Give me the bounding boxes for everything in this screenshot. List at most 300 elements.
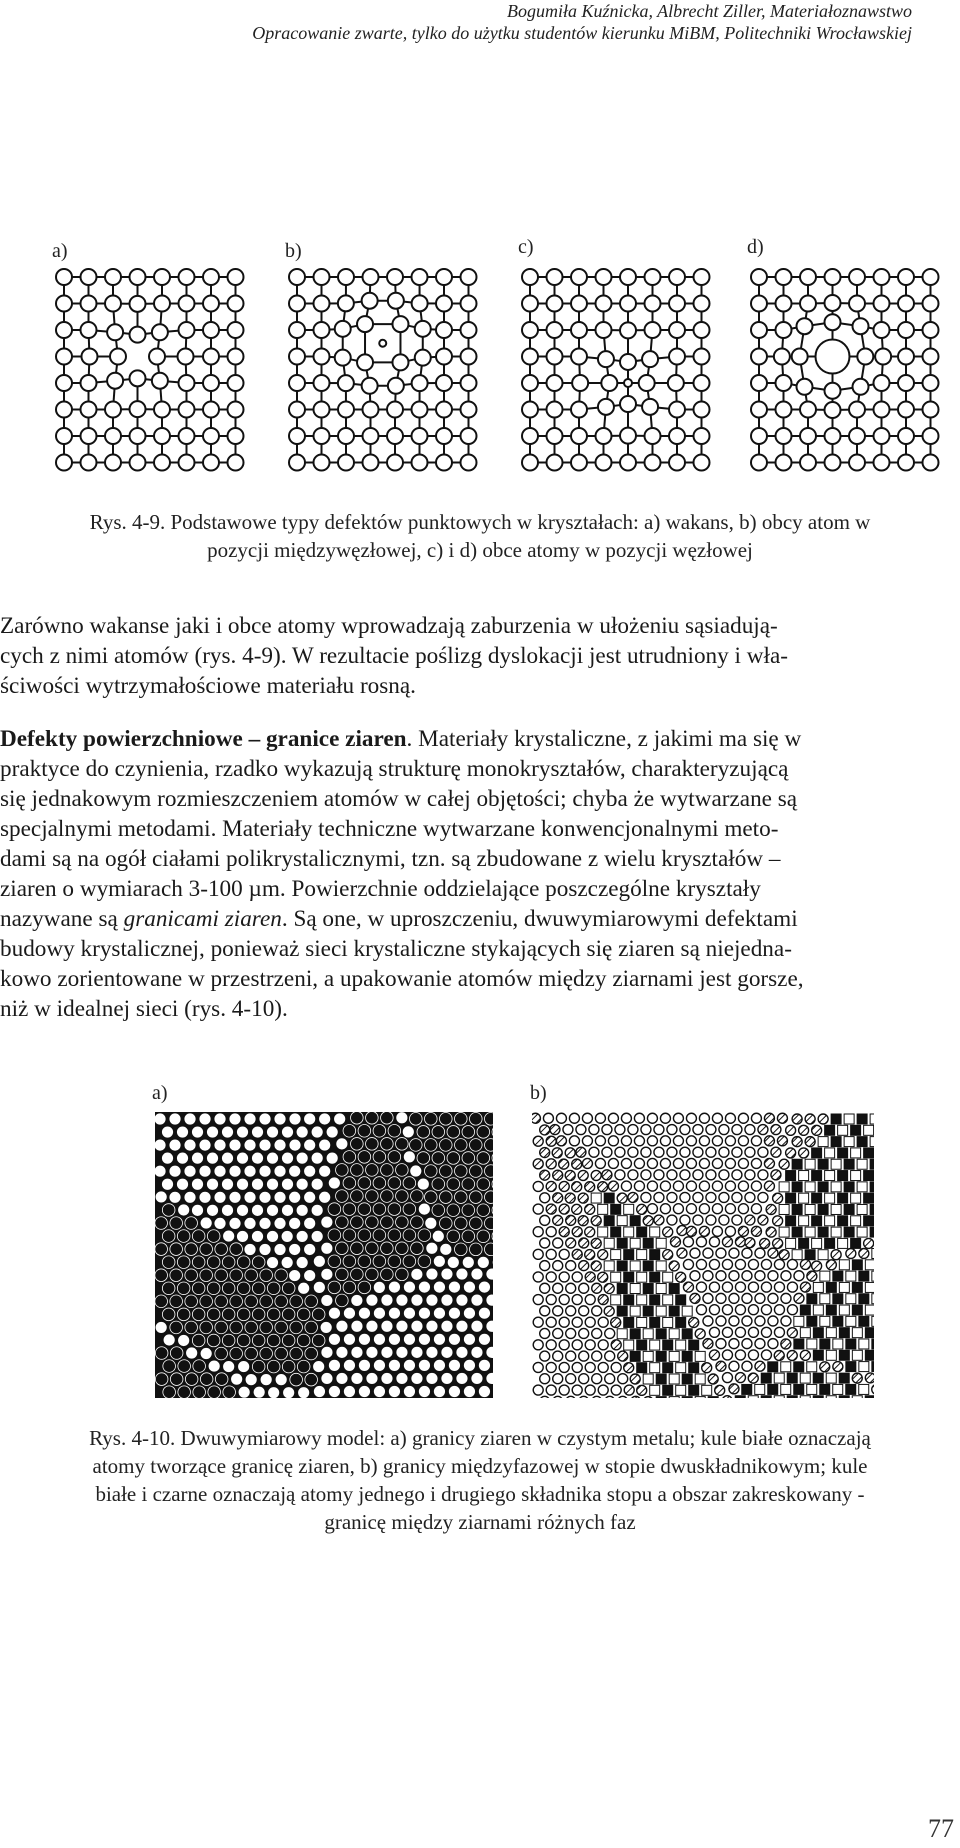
- atom: [522, 296, 538, 312]
- atom: [592, 1283, 602, 1293]
- atom: [289, 322, 305, 338]
- atom: [486, 1294, 493, 1307]
- atom: [222, 1256, 235, 1269]
- atom: [388, 1307, 401, 1320]
- atom: [312, 1360, 325, 1373]
- atom: [351, 1242, 364, 1255]
- atom: [812, 1193, 822, 1203]
- atom: [381, 1294, 394, 1307]
- atom: [833, 1294, 843, 1304]
- atom: [56, 428, 72, 444]
- atom: [709, 1305, 719, 1315]
- atom: [898, 322, 914, 338]
- atom: [290, 1347, 303, 1360]
- atom: [282, 1386, 295, 1398]
- atom: [540, 1125, 550, 1135]
- atom: [825, 455, 841, 471]
- atom: [177, 1308, 190, 1321]
- atom: [758, 1192, 768, 1202]
- atom: [642, 351, 658, 367]
- atom: [690, 1293, 700, 1303]
- atom: [424, 1113, 437, 1126]
- atom: [706, 1192, 716, 1202]
- atom: [839, 1328, 849, 1338]
- atom: [566, 1238, 576, 1248]
- atom: [605, 1351, 615, 1361]
- atom: [336, 1346, 349, 1359]
- atom: [409, 1165, 422, 1178]
- atom: [732, 1125, 742, 1135]
- atom: [813, 1373, 823, 1383]
- atom: [130, 455, 146, 471]
- atom: [617, 1193, 627, 1203]
- atom: [553, 1306, 563, 1316]
- atom: [799, 1216, 809, 1226]
- atom: [228, 402, 244, 418]
- atom: [805, 1204, 815, 1214]
- atom: [773, 1216, 783, 1226]
- atom: [630, 1351, 640, 1361]
- atom: [820, 1294, 830, 1304]
- atom: [771, 1170, 781, 1180]
- atom: [56, 455, 72, 471]
- atom: [660, 1158, 670, 1168]
- atom: [553, 1215, 563, 1225]
- atom: [484, 1217, 493, 1230]
- atom: [185, 1269, 198, 1282]
- atom: [313, 1385, 326, 1398]
- atom: [244, 1113, 257, 1126]
- atom: [799, 1148, 809, 1158]
- atom: [751, 269, 767, 285]
- atom: [699, 1181, 709, 1191]
- atom: [794, 1339, 804, 1349]
- atom: [540, 1283, 550, 1293]
- atom: [825, 269, 841, 285]
- atom: [851, 1125, 861, 1135]
- atom: [412, 455, 428, 471]
- atom: [199, 1139, 212, 1152]
- atom: [650, 1363, 660, 1373]
- atom: [923, 402, 939, 418]
- atom: [620, 296, 636, 312]
- atom: [813, 1305, 823, 1315]
- atom: [598, 1295, 608, 1305]
- atom: [396, 1112, 409, 1124]
- atom: [693, 1147, 703, 1157]
- atom: [699, 1226, 709, 1236]
- atom: [289, 402, 305, 418]
- atom: [343, 1359, 356, 1372]
- atom: [611, 1340, 621, 1350]
- atom: [237, 1256, 250, 1269]
- atom: [321, 1372, 334, 1385]
- atom: [403, 1255, 416, 1268]
- lattice-atoms: [289, 269, 477, 471]
- atom: [436, 375, 452, 391]
- lattice-atoms: [522, 269, 710, 471]
- atom: [105, 455, 121, 471]
- atom: [303, 1243, 316, 1256]
- term-grain-boundaries: granicami ziaren: [123, 906, 282, 932]
- atom: [818, 1250, 828, 1260]
- atom: [716, 1248, 726, 1258]
- atom: [838, 1193, 848, 1203]
- atom: [252, 1308, 265, 1321]
- atom: [859, 1271, 869, 1281]
- atom: [781, 1362, 791, 1372]
- atom: [559, 1385, 569, 1395]
- atom: [170, 1373, 183, 1386]
- atom: [637, 1272, 647, 1282]
- atom: [852, 1350, 862, 1360]
- atom: [192, 1308, 205, 1321]
- atom: [343, 1203, 356, 1216]
- atom: [363, 455, 379, 471]
- atom: [781, 1339, 791, 1349]
- atom: [611, 1362, 621, 1372]
- atom: [663, 1227, 673, 1237]
- atom: [432, 1230, 445, 1243]
- atom: [462, 1126, 475, 1139]
- atom: [237, 1308, 250, 1321]
- atom: [200, 1269, 213, 1282]
- atom: [755, 1293, 765, 1303]
- atom: [820, 1384, 830, 1394]
- atom: [553, 1261, 563, 1271]
- atom: [831, 1250, 841, 1260]
- atom: [699, 1158, 709, 1168]
- atom: [826, 1305, 836, 1315]
- atom: [200, 1217, 213, 1230]
- atom: [654, 1147, 664, 1157]
- atom: [200, 1347, 213, 1360]
- atom: [870, 1159, 874, 1169]
- atom: [865, 1396, 874, 1398]
- atom: [222, 1230, 235, 1243]
- atom: [357, 354, 373, 370]
- atom: [351, 1164, 364, 1177]
- atom: [751, 349, 767, 365]
- atom: [794, 1384, 804, 1394]
- atom: [923, 375, 939, 391]
- atom: [761, 1282, 771, 1292]
- atom: [415, 350, 431, 366]
- atom: [686, 1226, 696, 1236]
- atom: [630, 1306, 640, 1316]
- atom: [274, 1113, 287, 1126]
- atom: [314, 269, 330, 285]
- atom: [773, 1193, 783, 1203]
- atom: [630, 1284, 640, 1294]
- atom: [290, 1321, 303, 1334]
- atom: [865, 1282, 874, 1292]
- atom: [833, 1316, 843, 1326]
- atom: [839, 1350, 849, 1360]
- atom: [366, 1190, 379, 1203]
- atom: [266, 1230, 279, 1243]
- paragraph-grain-boundaries: [0, 724, 960, 1024]
- atom: [695, 1351, 705, 1361]
- atom: [236, 1204, 249, 1217]
- atom: [321, 1268, 334, 1281]
- atom: [547, 269, 563, 285]
- atom: [336, 1190, 349, 1203]
- atom: [742, 1339, 752, 1349]
- atom: [702, 1363, 712, 1373]
- atom: [155, 1139, 166, 1152]
- atom: [244, 1217, 257, 1230]
- atom: [774, 1259, 784, 1269]
- atom: [722, 1259, 732, 1269]
- atom: [696, 1237, 706, 1247]
- atom: [178, 1386, 191, 1398]
- atom: [779, 1182, 789, 1192]
- atom: [547, 349, 563, 365]
- atom: [620, 428, 636, 444]
- atom: [669, 1261, 679, 1271]
- atom: [774, 349, 790, 365]
- atom: [579, 1351, 589, 1361]
- atom: [373, 1124, 386, 1137]
- atom: [703, 1339, 713, 1349]
- atom: [844, 1182, 854, 1192]
- atom: [343, 1151, 356, 1164]
- atom: [572, 1182, 582, 1192]
- atom: [328, 1281, 341, 1294]
- atom: [221, 1204, 234, 1217]
- atom: [647, 1136, 657, 1146]
- atom: [630, 1329, 640, 1339]
- atom: [553, 1328, 563, 1338]
- atom: [221, 1152, 234, 1165]
- atom: [846, 1316, 856, 1326]
- atom: [851, 1148, 861, 1158]
- atom: [311, 1152, 324, 1165]
- atom: [366, 1372, 379, 1385]
- atom: [596, 269, 612, 285]
- atom: [343, 1255, 356, 1268]
- atom: [358, 1333, 371, 1346]
- atom: [722, 1282, 732, 1292]
- atom: [381, 1242, 394, 1255]
- atom: [656, 1238, 666, 1248]
- atom: [260, 1373, 273, 1386]
- atom: [162, 1308, 175, 1321]
- atom: [596, 322, 612, 338]
- fig-4-10-caption-line: białe i czarne oznaczają atomy jednego i drugiego składnika stopu a obszar zakreskowany -: [95, 1482, 865, 1506]
- foreign-atom: [624, 379, 632, 387]
- atom: [267, 1308, 280, 1321]
- atom: [669, 1306, 679, 1316]
- atom: [604, 1238, 614, 1248]
- paragraph2-line: praktyce do czynienia, rzadko wykazują strukturę monokryształów, charakteryzującą: [0, 756, 789, 782]
- atom: [388, 1255, 401, 1268]
- atom: [392, 316, 408, 332]
- atom: [602, 1170, 612, 1180]
- atom: [864, 1125, 874, 1135]
- atom: [387, 402, 403, 418]
- atom: [766, 1204, 776, 1214]
- atom: [311, 1178, 324, 1191]
- atom: [110, 349, 126, 365]
- atom: [179, 455, 195, 471]
- atom: [825, 1171, 835, 1181]
- atom: [275, 1321, 288, 1334]
- atom: [533, 1295, 543, 1305]
- atom: [611, 1385, 621, 1395]
- atom: [154, 269, 170, 285]
- fig-4-10-caption-line: granicę między ziarnami różnych faz: [324, 1510, 636, 1534]
- atom: [849, 296, 865, 312]
- atom: [898, 455, 914, 471]
- atom: [792, 1227, 802, 1237]
- atom: [738, 1113, 748, 1123]
- fig-4-9-caption: [10, 508, 950, 564]
- atom: [598, 1385, 608, 1395]
- atom: [163, 1334, 176, 1347]
- atom: [820, 1339, 830, 1349]
- atom: [786, 1216, 796, 1226]
- atom: [415, 321, 431, 337]
- atom: [602, 1147, 612, 1157]
- atom: [923, 428, 939, 444]
- atom: [787, 1328, 797, 1338]
- paragraph1-line: cych z nimi atomów (rys. 4-9). W rezultacie poślizg dyslokacji jest utrudniony i wła-: [0, 643, 788, 669]
- atom: [650, 1227, 660, 1237]
- atom: [751, 455, 767, 471]
- atom: [572, 1159, 582, 1169]
- atom: [592, 1351, 602, 1361]
- atom: [540, 1351, 550, 1361]
- atom: [388, 1333, 401, 1346]
- atom: [559, 1362, 569, 1372]
- atom: [469, 1243, 482, 1256]
- atom: [177, 1204, 190, 1217]
- atom: [799, 1125, 809, 1135]
- atom: [105, 428, 121, 444]
- atom: [320, 1321, 333, 1334]
- atom: [598, 399, 614, 415]
- atom: [857, 1204, 867, 1214]
- atom: [296, 1152, 309, 1165]
- atom: [585, 1385, 595, 1395]
- atom: [857, 1227, 867, 1237]
- atom: [396, 1372, 409, 1385]
- atom: [130, 370, 146, 386]
- atom: [274, 1243, 287, 1256]
- atom: [396, 1138, 409, 1151]
- atom: [729, 1248, 739, 1258]
- atom: [432, 1178, 445, 1191]
- atom: [800, 1373, 810, 1383]
- atom: [179, 269, 195, 285]
- atom: [169, 1191, 182, 1204]
- atom: [812, 1238, 822, 1248]
- atom: [831, 1204, 841, 1214]
- atom: [585, 1227, 595, 1237]
- atom: [764, 1181, 774, 1191]
- atom: [615, 1170, 625, 1180]
- atom: [719, 1170, 729, 1180]
- atom: [313, 1281, 326, 1294]
- atom: [388, 1359, 401, 1372]
- atom: [751, 1181, 761, 1191]
- atom: [643, 1374, 653, 1384]
- atom: [305, 1347, 318, 1360]
- atom: [130, 269, 146, 285]
- atom: [333, 1113, 346, 1126]
- lattice-atoms: [751, 269, 939, 471]
- atom: [176, 1178, 189, 1191]
- atom: [388, 293, 404, 309]
- atom: [229, 1165, 242, 1178]
- atom: [864, 1171, 874, 1181]
- atom: [596, 455, 612, 471]
- atom: [669, 455, 685, 471]
- atom: [266, 1178, 279, 1191]
- paragraph2-line: się jednakowym rozmieszczeniem atomów w całej objętości; chyba że wytwarzane są: [0, 786, 798, 812]
- atom: [758, 1147, 768, 1157]
- atom: [690, 1271, 700, 1281]
- atom: [426, 1294, 439, 1307]
- atom: [844, 1204, 854, 1214]
- atom: [358, 1359, 371, 1372]
- atom: [872, 1316, 874, 1326]
- atom: [203, 269, 219, 285]
- atom: [709, 1282, 719, 1292]
- atom: [825, 314, 841, 330]
- atom: [777, 1113, 787, 1123]
- atom: [859, 1294, 869, 1304]
- atom: [833, 1339, 843, 1349]
- atom: [547, 455, 563, 471]
- atom: [725, 1158, 735, 1168]
- atom: [471, 1268, 484, 1281]
- fig-4-10-label-a: a): [152, 1082, 168, 1104]
- atom: [849, 455, 865, 471]
- atom: [161, 1126, 174, 1139]
- header-note: Opracowanie zwarte, tylko do użytku studentów kierunku MiBM, Politechniki Wrocławskiej: [252, 23, 912, 43]
- atom: [486, 1346, 493, 1359]
- atom: [630, 1261, 640, 1271]
- atom: [654, 1192, 664, 1202]
- atom: [266, 1256, 279, 1269]
- atom: [484, 1165, 493, 1178]
- atom: [297, 1334, 310, 1347]
- atom: [381, 1112, 394, 1124]
- atom: [859, 1384, 869, 1394]
- atom: [751, 1226, 761, 1236]
- atom: [779, 1204, 789, 1214]
- atom: [154, 402, 170, 418]
- atom: [729, 1316, 739, 1326]
- atom: [203, 402, 219, 418]
- atom: [637, 1250, 647, 1260]
- atom: [699, 1136, 709, 1146]
- atom: [230, 1321, 243, 1334]
- atom: [328, 1359, 341, 1372]
- atom: [338, 402, 354, 418]
- lattice-large-substitutional-diagram: [745, 265, 945, 478]
- atom: [839, 1260, 849, 1270]
- atom: [864, 1238, 874, 1248]
- atom: [585, 1204, 595, 1214]
- atom: [336, 1242, 349, 1255]
- atom: [486, 1372, 493, 1385]
- atom: [787, 1305, 797, 1315]
- atom: [865, 1328, 874, 1338]
